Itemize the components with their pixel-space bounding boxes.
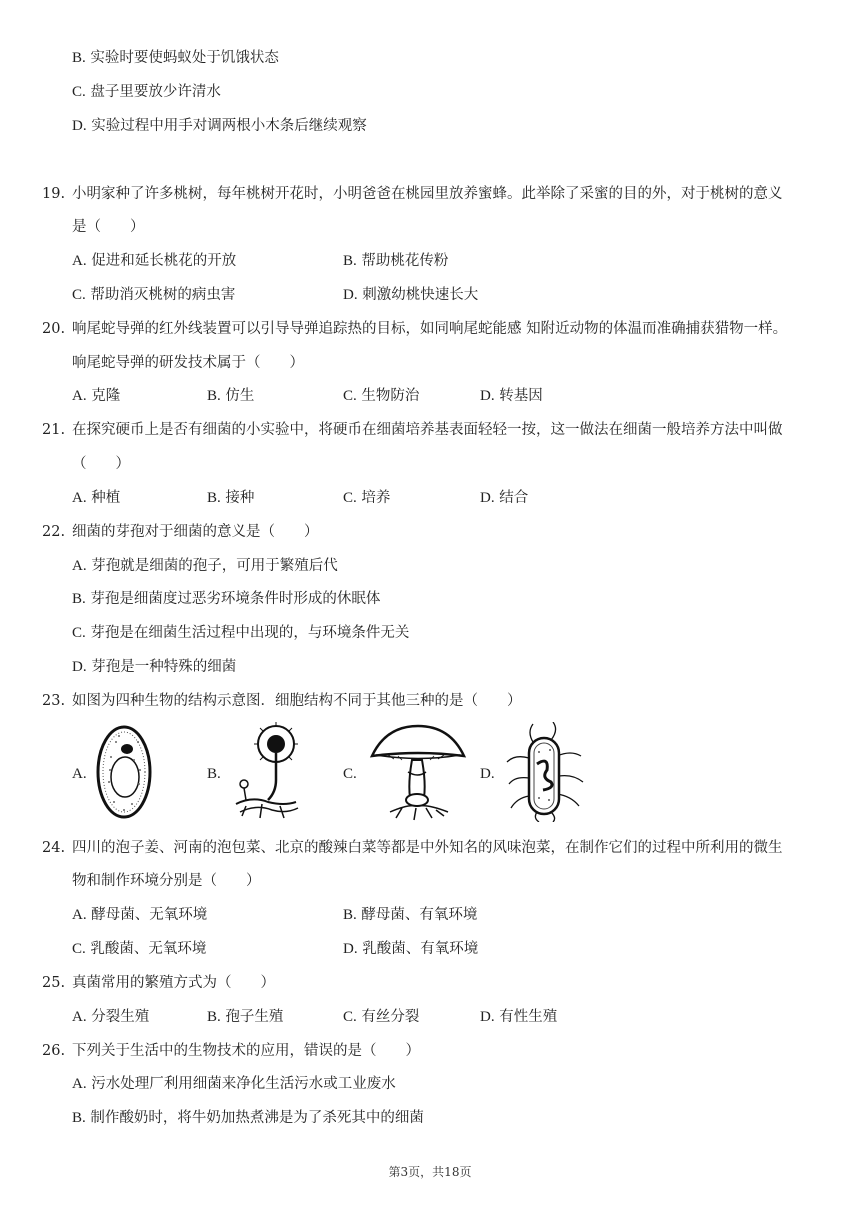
q19-option-c: C. 帮助消灭桃树的病虫害 — [72, 287, 236, 303]
q20-stem-line2: 响尾蛇导弹的研发技术属于（ ） — [72, 355, 304, 371]
q23-stem-line1: 如图为四种生物的结构示意图．细胞结构不同于其他三种的是（ ） — [72, 693, 522, 709]
q18-option-d: D. 实验过程中用手对调两根小木条后继续观察 — [72, 118, 367, 134]
bacterium-figure — [503, 722, 587, 822]
q25-option-d: D. 有性生殖 — [480, 1009, 558, 1025]
q24-option-b: B. 酵母菌、有氧环境 — [343, 907, 478, 923]
q26-option-a: A. 污水处理厂利用细菌来净化生活污水或工业废水 — [72, 1076, 396, 1092]
q25-number: 25. — [42, 975, 66, 991]
q26-number: 26. — [42, 1043, 66, 1059]
q26-option-b: B. 制作酸奶时，将牛奶加热煮沸是为了杀死其中的细菌 — [72, 1110, 424, 1126]
q25-option-c: C. 有丝分裂 — [343, 1009, 420, 1025]
q19-stem-line1: 小明家种了许多桃树，每年桃树开花时，小明爸爸在桃园里放养蜜蜂。此举除了采蜜的目的外，对于桃树的意义 — [72, 186, 783, 202]
q18-option-b: B. 实验时要使蚂蚁处于饥饿状态 — [72, 50, 279, 66]
q18-option-c: C. 盘子里要放少许清水 — [72, 84, 221, 100]
yeast-cell-figure — [94, 722, 160, 822]
q19-stem-line2: 是（ ） — [72, 219, 145, 235]
q25-option-a: A. 分裂生殖 — [72, 1009, 150, 1025]
q24-number: 24. — [42, 840, 66, 856]
q24-stem-line2: 物和制作环境分别是（ ） — [72, 873, 261, 889]
q21-option-c: C. 培养 — [343, 490, 391, 506]
q19-option-d: D. 刺激幼桃快速长大 — [343, 287, 479, 303]
q22-option-b: B. 芽孢是细菌度过恶劣环境条件时形成的休眠体 — [72, 591, 381, 607]
q22-option-a: A. 芽孢就是细菌的孢子，可用于繁殖后代 — [72, 558, 338, 574]
q23-number: 23. — [42, 693, 66, 709]
mold-figure — [232, 722, 302, 822]
q22-option-c: C. 芽孢是在细菌生活过程中出现的，与环境条件无关 — [72, 625, 410, 641]
q21-option-b: B. 接种 — [207, 490, 255, 506]
q20-number: 20. — [42, 321, 66, 337]
q20-stem-line1: 响尾蛇导弹的红外线装置可以引导导弹追踪热的目标，如同响尾蛇能感 知附近动物的体温而准确捕获猎物一样。 — [72, 321, 788, 337]
q21-stem-line2: （ ） — [72, 456, 130, 472]
q20-option-c: C. 生物防治 — [343, 388, 420, 404]
q23-option-b-letter: B. — [207, 766, 221, 782]
q19-option-a: A. 促进和延长桃花的开放 — [72, 253, 237, 269]
mushroom-figure — [368, 722, 468, 822]
q22-option-d: D. 芽孢是一种特殊的细菌 — [72, 659, 237, 675]
q23-option-d-letter: D. — [480, 766, 495, 782]
q24-option-d: D. 乳酸菌、有氧环境 — [343, 941, 479, 957]
q21-option-a: A. 种植 — [72, 490, 121, 506]
q24-option-a: A. 酵母菌、无氧环境 — [72, 907, 208, 923]
q25-option-b: B. 孢子生殖 — [207, 1009, 284, 1025]
q20-option-d: D. 转基因 — [480, 388, 543, 404]
q26-stem-line1: 下列关于生活中的生物技术的应用，错误的是（ ） — [72, 1043, 420, 1059]
q21-option-d: D. 结合 — [480, 490, 529, 506]
q23-option-c-letter: C. — [343, 766, 357, 782]
q19-option-b: B. 帮助桃花传粉 — [343, 253, 449, 269]
page-footer: 第3页，共18页 — [388, 1165, 472, 1179]
q21-stem-line1: 在探究硬币上是否有细菌的小实验中，将硬币在细菌培养基表面轻轻一按，这一做法在细菌一般培养方法中叫做 — [72, 422, 783, 438]
q22-stem-line1: 细菌的芽孢对于细菌的意义是（ ） — [72, 524, 319, 540]
q25-stem-line1: 真菌常用的繁殖方式为（ ） — [72, 975, 275, 991]
q21-number: 21. — [42, 422, 66, 438]
q24-stem-line1: 四川的泡子姜、河南的泡包菜、北京的酸辣白菜等都是中外知名的风味泡菜，在制作它们的过程中所利用的微生 — [72, 840, 783, 856]
q24-option-c: C. 乳酸菌、无氧环境 — [72, 941, 207, 957]
q19-number: 19. — [42, 186, 66, 202]
q20-option-b: B. 仿生 — [207, 388, 255, 404]
q22-number: 22. — [42, 524, 66, 540]
q23-option-a-letter: A. — [72, 766, 87, 782]
q20-option-a: A. 克隆 — [72, 388, 121, 404]
